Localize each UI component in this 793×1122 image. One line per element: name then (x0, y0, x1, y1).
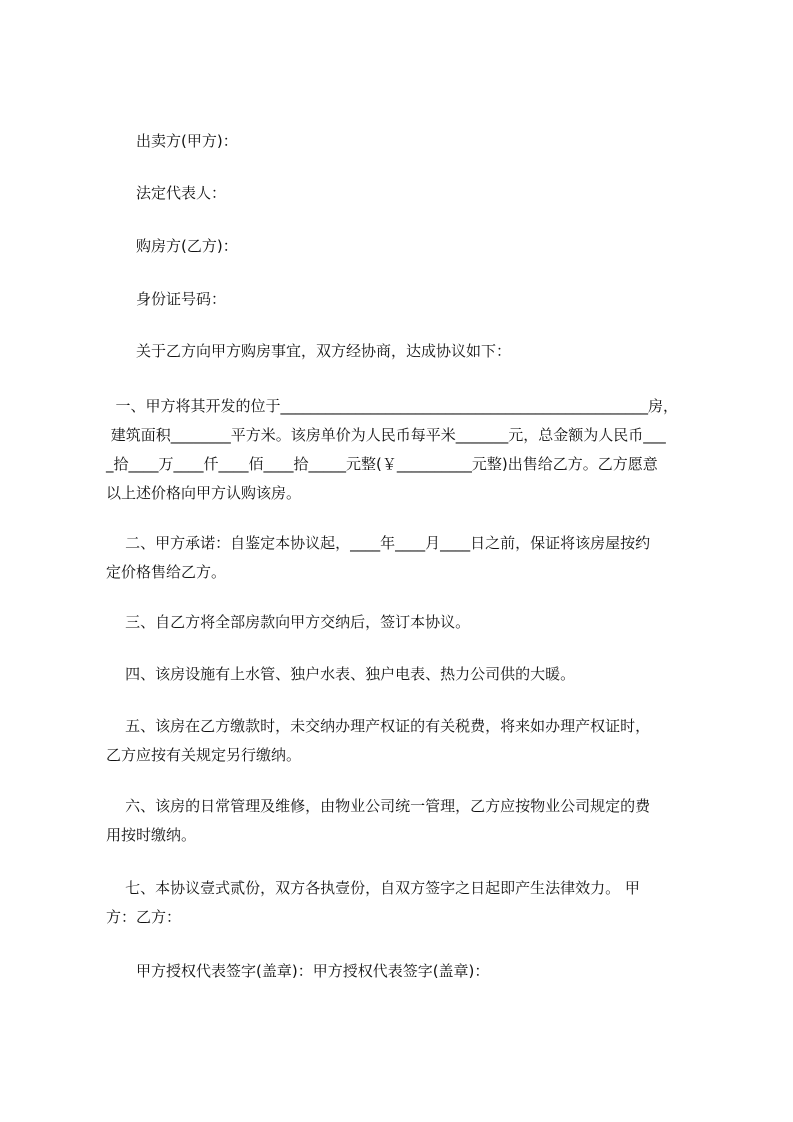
clause-1-line-2: 建筑面积________平方米。该房单价为人民币每平米_______元，总金额为人民币___ (106, 426, 666, 444)
clause-4-line-1: 四、该房设施有上水管、独户水表、独户电表、热力公司供的大暖。 (106, 665, 576, 683)
clause-3 (106, 608, 696, 637)
clause-5-line-1: 五、该房在乙方缴款时，未交纳办理产权证的有关税费，将来如办理产权证时， (106, 717, 651, 735)
clause-7-line-2: 方：乙方： (106, 908, 182, 926)
clause-1-line-1: 一、甲方将其开发的位于_________________________________________________房， (106, 397, 679, 415)
clause-2-line-2: 定价格售给乙方。 (106, 563, 227, 581)
id-number-field-label: 身份证号码： (136, 290, 227, 308)
signature-line: 甲方授权代表签字(盖章)：甲方授权代表签字(盖章)： (136, 962, 490, 980)
buyer-field-label: 购房方(乙方)： (136, 237, 238, 255)
clause-5-line-2: 乙方应按有关规定另行缴纳。 (106, 746, 302, 764)
legal-rep-field-label: 法定代表人： (136, 184, 227, 202)
agreement-intro: 关于乙方向甲方购房事宜，双方经协商，达成协议如下： (136, 342, 512, 360)
clause-5 (106, 712, 696, 770)
clause-1-line-4: 以上述价格向甲方认购该房。 (106, 484, 302, 502)
clause-6-line-2: 用按时缴纳。 (106, 826, 197, 844)
clause-7-line-1: 七、本协议壹式贰份，双方各执壹份，自双方签字之日起即产生法律效力。 甲 (106, 879, 640, 897)
clause-4 (106, 660, 696, 689)
clause-1 (106, 392, 696, 508)
clause-1-line-3: _拾____万____仟____佰____拾_____元整(￥__________元整)出售给乙方。乙方愿意 (106, 455, 658, 473)
clause-2 (106, 529, 696, 587)
seller-field-label: 出卖方(甲方)： (136, 132, 238, 150)
clause-3-line-1: 三、自乙方将全部房款向甲方交纳后，签订本协议。 (106, 613, 471, 631)
clause-2-line-1: 二、甲方承诺：自鉴定本协议起，____年____月____日之前，保证将该房屋按约 (106, 534, 651, 552)
clause-6-line-1: 六、该房的日常管理及维修，由物业公司统一管理，乙方应按物业公司规定的费 (106, 797, 651, 815)
clause-6 (106, 792, 696, 850)
clause-7 (106, 874, 696, 932)
